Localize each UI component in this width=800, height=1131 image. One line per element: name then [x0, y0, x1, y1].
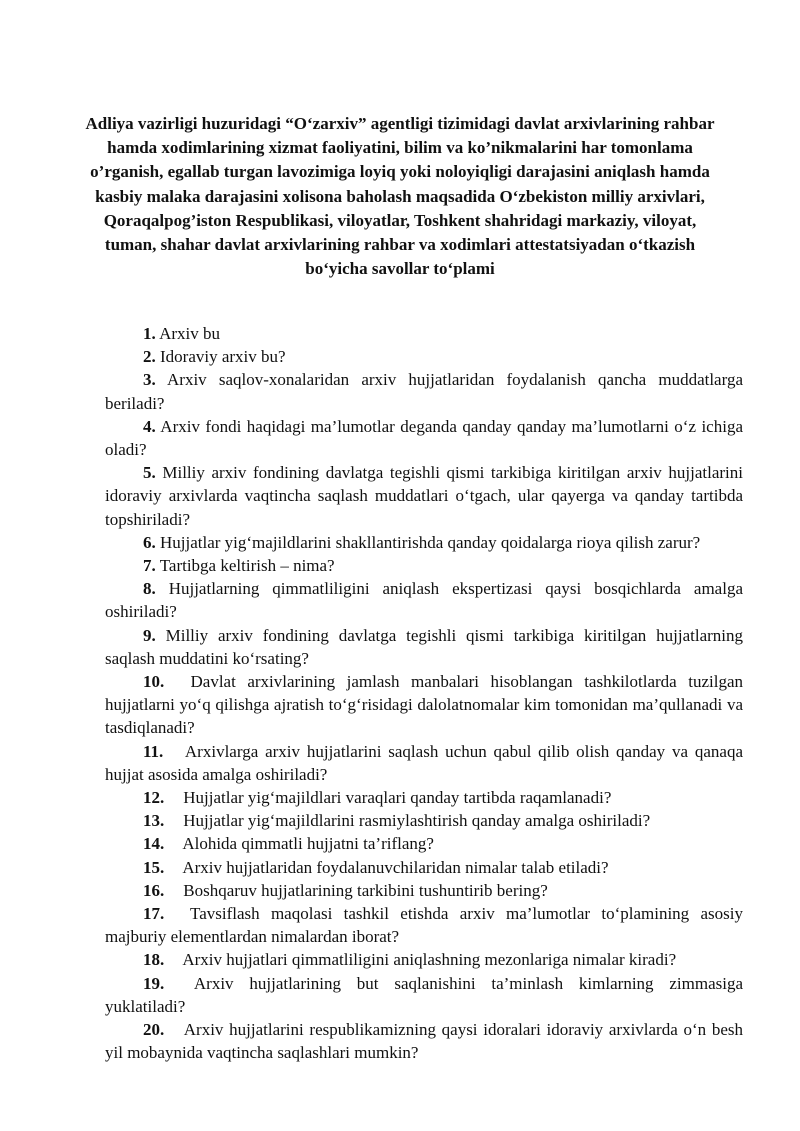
question-text: Arxiv saqlov-xonalaridan arxiv hujjatlaridan foydalanish qancha muddatlarga beriladi? — [105, 370, 744, 413]
question-text: Milliy arxiv fondining davlatga tegishli qismi tarkibiga kiritilgan arxiv hujjatlarini idoraviy arxivlarda vaqtincha saqlash muddatlari o‘tgach, ular qayerga va qanday tartibda topshiriladi? — [105, 463, 744, 529]
question-number: 4. — [143, 416, 156, 436]
question-text: Arxiv bu — [159, 324, 220, 343]
question-item — [105, 415, 743, 461]
question-text: Arxiv fondi haqidagi ma’lumotlar deganda qanday qanday ma’lumotlarni o‘z ichiga oladi? — [105, 416, 743, 460]
question-item — [105, 322, 743, 345]
question-number: 19. — [143, 973, 165, 993]
question-item — [105, 554, 743, 577]
question-text: Arxiv hujjatlarini respublikamizning qaysi idoralari idoraviy arxivlarda o‘n besh yil mobaynida vaqtincha saqlashlari mumkin? — [105, 1020, 743, 1063]
question-item — [105, 972, 743, 1018]
question-text: Alohida qimmatli hujjatni ta’riflang? — [182, 834, 434, 854]
question-number: 7. — [143, 556, 156, 576]
question-text: Davlat arxivlarining jamlash manbalari hisoblangan tashkilotlarda tuzilgan hujjatlarni yo‘q qilishga ajratish to‘g‘risidagi dalolatnomalar kim tomonidan ma’qullanadi va tasdiqlanadi? — [105, 672, 744, 738]
question-text: Milliy arxiv fondining davlatga tegishli qismi tarkibiga kiritilgan hujjatlarning saqlash muddatini ko‘rsating? — [105, 625, 744, 668]
question-number: 9. — [143, 625, 156, 645]
question-item — [105, 461, 743, 531]
question-item — [105, 531, 743, 554]
question-text: Arxiv hujjatlarining but saqlanishini ta’minlash kimlarning zimmasiga yuklatiladi? — [105, 973, 743, 1016]
question-number: 11. — [143, 741, 164, 761]
question-item — [105, 577, 743, 623]
question-number: 17. — [143, 904, 165, 924]
question-item — [105, 809, 743, 832]
question-number: 20. — [143, 1020, 165, 1040]
question-item — [105, 856, 743, 879]
question-number: 8. — [143, 579, 156, 599]
question-item — [105, 670, 743, 740]
question-text: Hujjatlar yig‘majildlari varaqlari qanday tartibda raqamlanadi? — [183, 788, 612, 808]
question-item — [105, 1018, 743, 1064]
question-item — [105, 624, 743, 670]
question-text: Hujjatlar yig‘majildlarini rasmiylashtirish qanday amalga oshiriladi? — [183, 811, 651, 831]
question-text: Tavsiflash maqolasi tashkil etishda arxiv ma’lumotlar to‘plamining asosiy majburiy elementlardan nimalardan iborat? — [105, 904, 743, 947]
question-item — [105, 786, 743, 809]
question-item — [105, 832, 743, 855]
question-number: 1. — [143, 324, 156, 343]
question-item — [105, 345, 743, 368]
question-text: Arxiv hujjatlaridan foydalanuvchilaridan nimalar talab etiladi? — [182, 857, 609, 877]
question-number: 2. — [143, 347, 156, 367]
question-number: 18. — [143, 950, 165, 970]
question-number: 6. — [143, 532, 156, 552]
question-item — [105, 948, 743, 971]
question-text: Hujjatlar yig‘majildlarini shakllantirishda qanday qoidalarga rioya qilish zarur? — [160, 532, 701, 552]
question-number: 15. — [143, 857, 165, 877]
question-item — [105, 902, 743, 948]
question-item — [105, 879, 743, 902]
question-list — [105, 322, 743, 1065]
question-text: Hujjatlarning qimmatliligini aniqlash ekspertizasi qaysi bosqichlarda amalga oshiriladi? — [105, 579, 743, 622]
question-item — [105, 368, 743, 414]
question-number: 14. — [143, 834, 165, 854]
question-text: Arxivlarga arxiv hujjatlarini saqlash uchun qabul qilib olish qanday va qanaqa hujjat asosida amalga oshiriladi? — [105, 741, 743, 784]
document-title: Adliya vazirligi huzuridagi “O‘zarxiv” agentligi tizimidagi davlat arxivlarining rahbar hamda xodimlarining xizmat faoliyatini, bilim va ko’nikmalarini har tomonlama o’rganish, egallab turgan lavozimiga loyiq yoki noloyiqligi darajasini aniqlash hamda kasbiy malaka darajasini xolisona baholash maqsadida O‘zbekiston milliy arxivlari, Qoraqalpog’iston Respublikasi, viloyatlar, Toshkent shahridagi markaziy, viloyat, tuman, shahar davlat arxivlarining rahbar va xodimlari attestatsiyadan o‘tkazish bo‘yicha savollar to‘plami — [85, 114, 715, 279]
question-text: Boshqaruv hujjatlarining tarkibini tushuntirib bering? — [183, 880, 548, 900]
question-text: Tartibga keltirish – nima? — [159, 556, 335, 576]
question-number: 12. — [143, 788, 165, 808]
question-text: Idoraviy arxiv bu? — [160, 347, 286, 367]
question-number: 13. — [143, 811, 165, 831]
question-number: 5. — [143, 463, 156, 483]
question-text: Arxiv hujjatlari qimmatliligini aniqlashning mezonlariga nimalar kiradi? — [182, 950, 677, 970]
question-number: 16. — [143, 880, 165, 900]
question-item — [105, 740, 743, 786]
question-number: 10. — [143, 672, 165, 692]
question-number: 3. — [143, 370, 156, 390]
